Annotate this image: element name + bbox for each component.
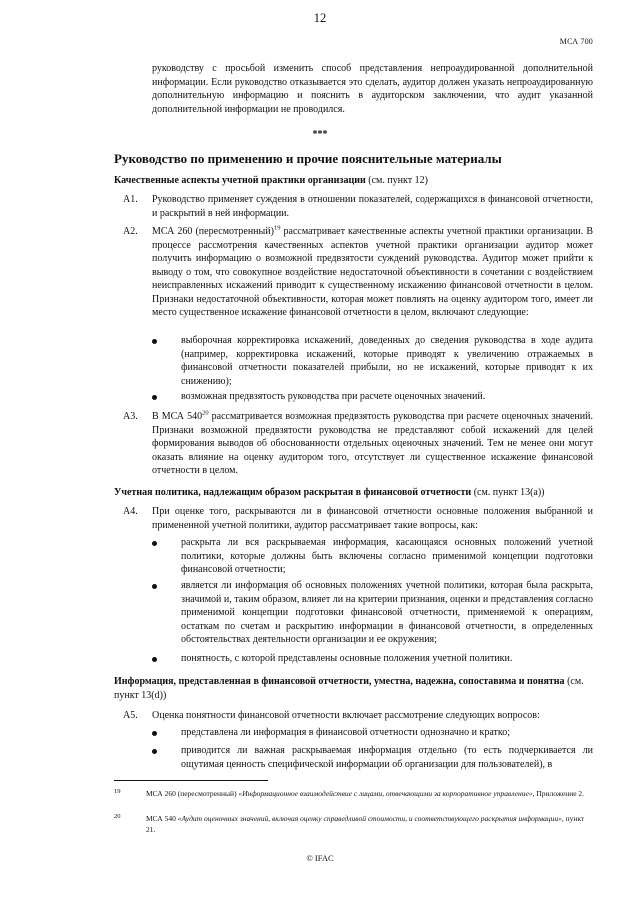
footnote-20 xyxy=(146,814,594,835)
section-title: Руководство по применению и прочие пояснительные материалы xyxy=(114,151,502,166)
footnote-tail: , Приложение 2. xyxy=(532,789,585,798)
subheading-information-quality xyxy=(114,675,584,702)
bullet-icon xyxy=(152,541,157,546)
para-a2-rest: рассматривает качественные аспекты учетной практики организации. В процессе рассмотрения качественных аспектов учетной практики организации аудитор может получить информацию о возможной предвзятости суждений руководства. Аудитор может прийти к выводу о том, что совокупное воздействие недостаточной объективности в сочетании с воздействием неисправленных искажений приводит к существенному искажению финансовой отчетности в целом. Признаки недостаточной объективности, которая может повлиять на оценку аудитором того, имеет ли место существенное искажение финансовой отчетности в целом, включают следующие: xyxy=(152,226,594,318)
a4-bullet-3: понятность, с которой представлены основные положения учетной политики. xyxy=(181,653,513,664)
para-a1: Руководство применяет суждения в отношении показателей, содержащихся в финансовой отчетности, и раскрытий в ней информации. xyxy=(152,194,593,219)
bullet-icon xyxy=(152,749,157,754)
footnote-19 xyxy=(146,789,594,800)
para-a2-start: МСА 260 (пересмотренный) xyxy=(152,226,274,237)
copyright-footer: © IFAC xyxy=(306,853,334,863)
subheading-ref: (см. пункт 13(d)) xyxy=(114,676,584,701)
a4-bullet-2: является ли информация об основных положениях учетной политики, которая была раскрыта, значимой и, таким образом, влияет ли на критерии признания, оценки и представления согласно применимой концепции подготовки финансовой отчетности, применяемой к операциям, остаткам по счетам и раскрытию информации в финансовой отчетности, в определенных обстоятельствах деятельности организации и ее окружения; xyxy=(181,580,593,645)
para-a4: При оценке того, раскрываются ли в финансовой отчетности основные положения выбранной и примененной учетной политики, аудитор рассматривает такие вопросы, как: xyxy=(152,506,593,531)
para-a3-rest: рассматривается возможная предвзятость руководства при расчете оценочных значений. Признаки возможной предвзятости руководства не представляют собой искажений для целей формирования выводов об обоснованности отдельных оценочных значений. Тем не менее они могут оказать влияние на оценку аудитором того, отсутствует ли существенное искажение финансовой отчетности в целом. xyxy=(152,411,593,476)
subheading-ref: (см. пункт 13(a)) xyxy=(471,487,545,498)
page-number: 12 xyxy=(313,11,327,25)
bullet-icon xyxy=(152,395,157,400)
para-label-a3: A3. xyxy=(123,411,138,422)
subheading-quality-aspects xyxy=(114,174,594,188)
section-separator: *** xyxy=(312,129,328,140)
footnote-title: «Аудит оценочных значений, включая оценку справедливой стоимости, и соответствующего раскрытия информации» xyxy=(177,814,562,823)
footnote-text: МСА 540 xyxy=(146,814,178,823)
footnote-tail: , пункт 21. xyxy=(146,814,585,834)
para-a2 xyxy=(152,225,593,320)
footnote-title: «Информационное взаимодействие с лицами, отвечающими за корпоративное управление» xyxy=(238,789,533,798)
a5-bullet-1: представлена ли информация в финансовой отчетности однозначно и кратко; xyxy=(181,727,511,738)
bullet-icon xyxy=(152,657,157,662)
footnote-text: МСА 260 (пересмотренный) xyxy=(146,789,239,798)
footnote-number: 19 xyxy=(114,788,121,795)
para-label-a4: A4. xyxy=(123,506,138,517)
para-a3-start: В МСА 540 xyxy=(152,411,203,422)
para-label-a2: A2. xyxy=(123,226,138,237)
a4-bullet-1: раскрыта ли вся раскрываемая информация, касающаяся основных положений учетной политики, которые должны быть включены согласно применимой концепции подготовки финансовой отчетности; xyxy=(181,537,593,575)
para-label-a1: A1. xyxy=(123,194,138,205)
bullet-icon xyxy=(152,731,157,736)
bullet-icon xyxy=(152,584,157,589)
subheading-title: Учетная политика, надлежащим образом раскрытая в финансовой отчетности xyxy=(114,487,472,498)
intro-paragraph: руководству с просьбой изменить способ представления непроаудированной дополнительной информации. Если руководство отказывается это сделать, аудитор должен указать непроаудированную дополнительную информацию и пояснить в аудиторском заключении, что аудит указанной дополнительной информации не проводился. xyxy=(152,63,593,115)
para-a5: Оценка понятности финансовой отчетности включает рассмотрение следующих вопросов: xyxy=(152,710,540,721)
subheading-title: Качественные аспекты учетной практики организации xyxy=(114,175,366,186)
a2-bullet-1: выборочная корректировка искажений, доведенных до сведения руководства в ходе аудита (например, корректировка искажений, которые приводят к увеличению отражаемых в финансовой отчетности показателей прибыли, но не искажений, которые приводят к их снижению); xyxy=(181,335,593,387)
subheading-title: Информация, представленная в финансовой отчетности, уместна, надежна, сопоставима и понятна xyxy=(114,676,565,687)
bullet-icon xyxy=(152,339,157,344)
para-label-a5: A5. xyxy=(123,710,138,721)
para-a3 xyxy=(152,410,593,478)
footnote-ref-19[interactable]: 19 xyxy=(273,224,281,232)
a5-bullet-2: приводится ли важная раскрываемая информация отдельно (то есть подчеркивается ли ощутимая ценность специфической информации об организации для пользователей), в xyxy=(181,745,593,770)
subheading-ref: (см. пункт 12) xyxy=(365,175,428,186)
footnote-number: 20 xyxy=(114,813,121,820)
footnote-divider xyxy=(114,780,268,781)
subheading-accounting-policy xyxy=(114,486,594,500)
a2-bullet-2: возможная предвзятость руководства при расчете оценочных значений. xyxy=(181,391,486,402)
standard-reference: МСА 700 xyxy=(559,37,593,46)
footnote-ref-20[interactable]: 20 xyxy=(202,409,209,417)
